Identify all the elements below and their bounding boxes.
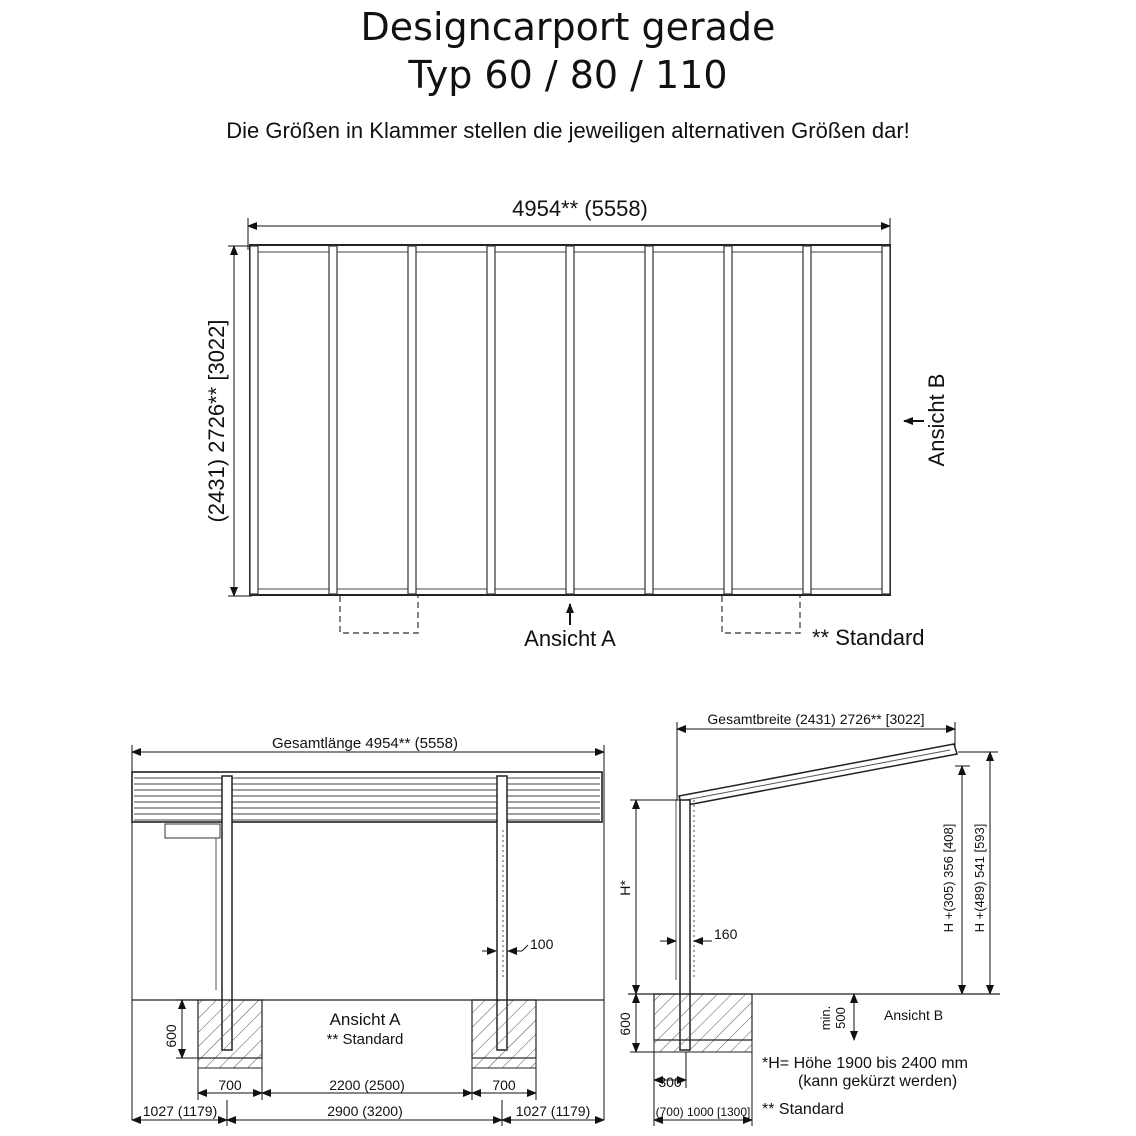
roof-rafter	[566, 246, 574, 594]
side-standard-label: ** Standard	[762, 1101, 844, 1118]
front-post-label: 100	[530, 936, 554, 952]
roof-rafter	[329, 246, 337, 594]
front-view	[132, 735, 604, 1126]
top-view	[204, 196, 949, 651]
front-standard-label: ** Standard	[326, 1031, 404, 1048]
side-min-label: min.	[818, 1005, 833, 1031]
foundation-right-outline	[722, 596, 800, 633]
view-a-label: Ansicht A	[524, 626, 616, 651]
front-roof-lamellas	[134, 778, 600, 820]
side-foundation-width-label: 300	[658, 1074, 682, 1090]
side-height-label: H*	[617, 880, 633, 896]
side-total-width-label: Gesamtbreite (2431) 2726** [3022]	[707, 711, 925, 727]
front-overhang-left-label: 1027 (1179)	[142, 1103, 218, 1119]
side-note-line-1: *H= Höhe 1900 bis 2400 mm	[762, 1055, 968, 1072]
side-view-label: Ansicht B	[884, 1007, 944, 1023]
side-rise-label-1: H +(305) 356 [408]	[941, 823, 956, 933]
front-view-label: Ansicht A	[329, 1010, 401, 1029]
front-foundation-left	[198, 1000, 262, 1058]
front-post-distance-label: 2900 (3200)	[327, 1103, 403, 1119]
foundation-left-outline	[340, 596, 418, 633]
title-line-1: Designcarport gerade	[360, 5, 776, 49]
front-foundation-right	[472, 1000, 536, 1058]
title-line-2: Typ 60 / 80 / 110	[408, 53, 728, 97]
roof-rafter	[487, 246, 495, 594]
side-min-value: 500	[833, 1007, 848, 1029]
front-total-length-label: Gesamtlänge 4954** (5558)	[272, 735, 458, 752]
roof-rafter	[803, 246, 811, 594]
side-foundation-depth-label: 600	[617, 1012, 633, 1036]
side-foundation	[654, 994, 752, 1040]
roof-panels	[250, 246, 890, 594]
roof-rafter	[250, 246, 258, 594]
front-foundation-width-right: 700	[492, 1077, 516, 1093]
side-view	[617, 711, 1000, 1126]
roof-rafter	[645, 246, 653, 594]
subtitle: Die Größen in Klammer stellen die jeweiligen alternativen Größen dar!	[226, 118, 910, 143]
roof-rafter	[882, 246, 890, 594]
roof-rafter	[408, 246, 416, 594]
front-foundation-width-left: 700	[218, 1077, 242, 1093]
side-note-line-2: (kann gekürzt werden)	[798, 1073, 958, 1090]
roof-rafter	[724, 246, 732, 594]
side-bottom-dims-label: (700) 1000 [1300]	[655, 1105, 751, 1119]
view-b-label: Ansicht B	[924, 373, 949, 467]
front-overhang-right-label: 1027 (1179)	[515, 1103, 591, 1119]
front-foundation-depth-label: 600	[163, 1024, 179, 1048]
top-standard-label: ** Standard	[812, 625, 925, 650]
top-width-label: 4954** (5558)	[512, 196, 648, 221]
front-inner-span-label: 2200 (2500)	[329, 1077, 405, 1093]
top-depth-label: (2431) 2726** [3022]	[204, 319, 229, 523]
side-rise-label-2: H +(489) 541 [593]	[972, 823, 987, 933]
side-post-label: 160	[714, 926, 738, 942]
